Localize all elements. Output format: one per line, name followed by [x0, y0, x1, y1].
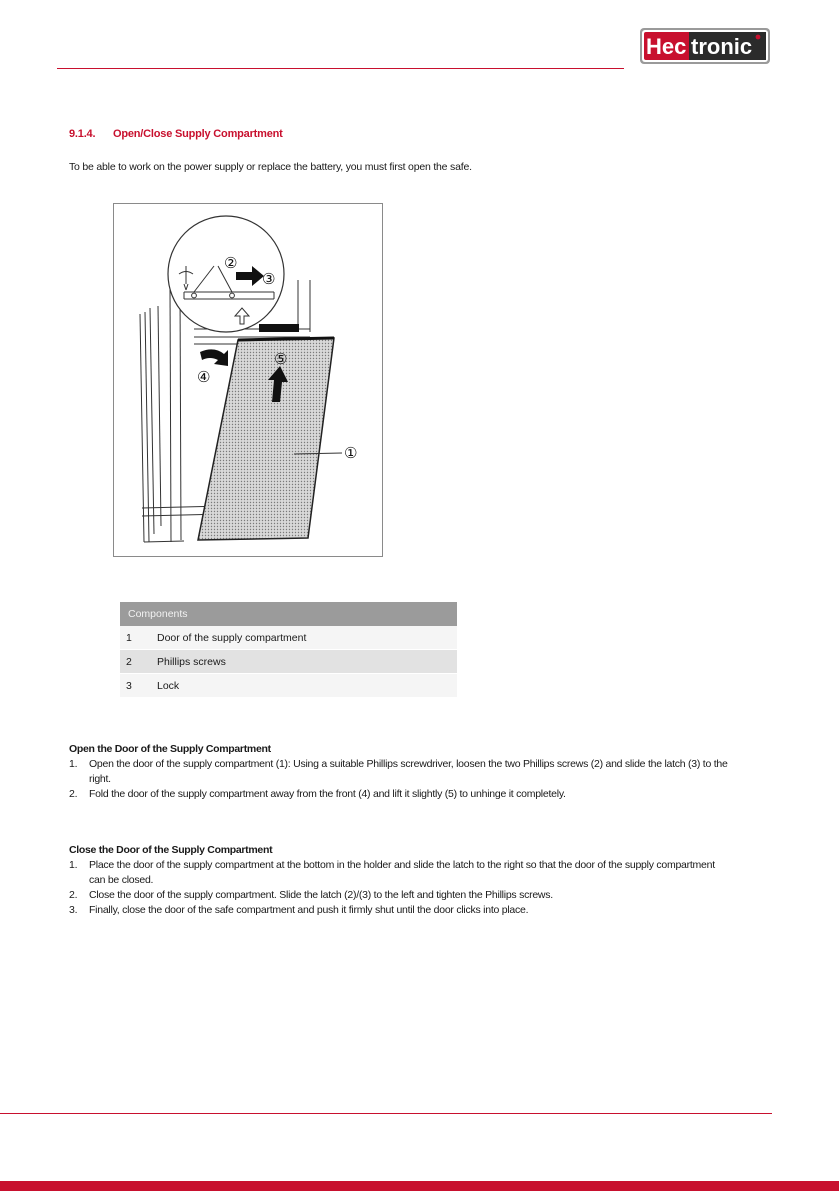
callout-3: ③ [262, 270, 276, 288]
supply-compartment-figure [113, 203, 383, 557]
figure-illustration [114, 204, 384, 558]
table-row [120, 626, 457, 650]
step-text: Close the door of the supply compartment. Slide the latch (2)/(3) to the left and tighten the Phillips screws. [89, 889, 553, 901]
list-item [69, 787, 729, 802]
close-heading: Close the Door of the Supply Compartment [69, 844, 273, 856]
callout-5: ⑤ [274, 350, 288, 368]
open-steps [69, 757, 729, 802]
components-table [120, 602, 457, 698]
section-title: Open/Close Supply Compartment [113, 128, 283, 140]
list-item [69, 858, 729, 888]
open-instructions [69, 742, 729, 802]
step-text: Finally, close the door of the safe compartment and push it firmly shut until the door clicks into place. [89, 904, 529, 916]
step-text: Open the door of the supply compartment (1): Using a suitable Phillips screwdriver, loosen the two Phillips screws (2) and slide the latch (3) to the right. [89, 758, 728, 785]
close-steps [69, 858, 729, 918]
section-number: 9.1.4. [69, 128, 96, 140]
intro-text: To be able to work on the power supply or replace the battery, you must first open the safe. [69, 161, 472, 173]
table-header-row [120, 602, 457, 626]
step-number: 2. [69, 889, 78, 901]
logo-text-prefix: Hec [646, 34, 687, 59]
components-header: Components [120, 602, 457, 626]
step-text: Place the door of the supply compartment at the bottom in the holder and slide the latch to the right so that the door of the supply compartment can be closed. [89, 859, 715, 886]
component-number: 1 [120, 626, 157, 650]
component-label: Door of the supply compartment [157, 626, 457, 650]
logo-text-suffix: tronic [691, 34, 753, 59]
callout-2: ② [224, 254, 238, 272]
footer-bar [0, 1181, 839, 1191]
table-row [120, 674, 457, 698]
open-heading: Open the Door of the Supply Compartment [69, 743, 271, 755]
step-text: Fold the door of the supply compartment away from the front (4) and lift it slightly (5) to unhinge it completely. [89, 788, 566, 800]
footer-divider [0, 1113, 772, 1114]
step-number: 3. [69, 904, 78, 916]
list-item [69, 903, 729, 918]
table-row [120, 650, 457, 674]
section-heading [69, 128, 283, 140]
callout-4: ④ [197, 368, 211, 386]
header-divider [57, 68, 624, 69]
step-number: 2. [69, 788, 78, 800]
close-instructions [69, 843, 729, 918]
callout-1: ① [344, 444, 358, 462]
component-number: 3 [120, 674, 157, 698]
step-number: 1. [69, 859, 78, 871]
component-label: Lock [157, 674, 457, 698]
hectronic-logo [640, 28, 770, 64]
step-number: 1. [69, 758, 78, 770]
list-item [69, 757, 729, 787]
list-item [69, 888, 729, 903]
component-label: Phillips screws [157, 650, 457, 674]
component-number: 2 [120, 650, 157, 674]
